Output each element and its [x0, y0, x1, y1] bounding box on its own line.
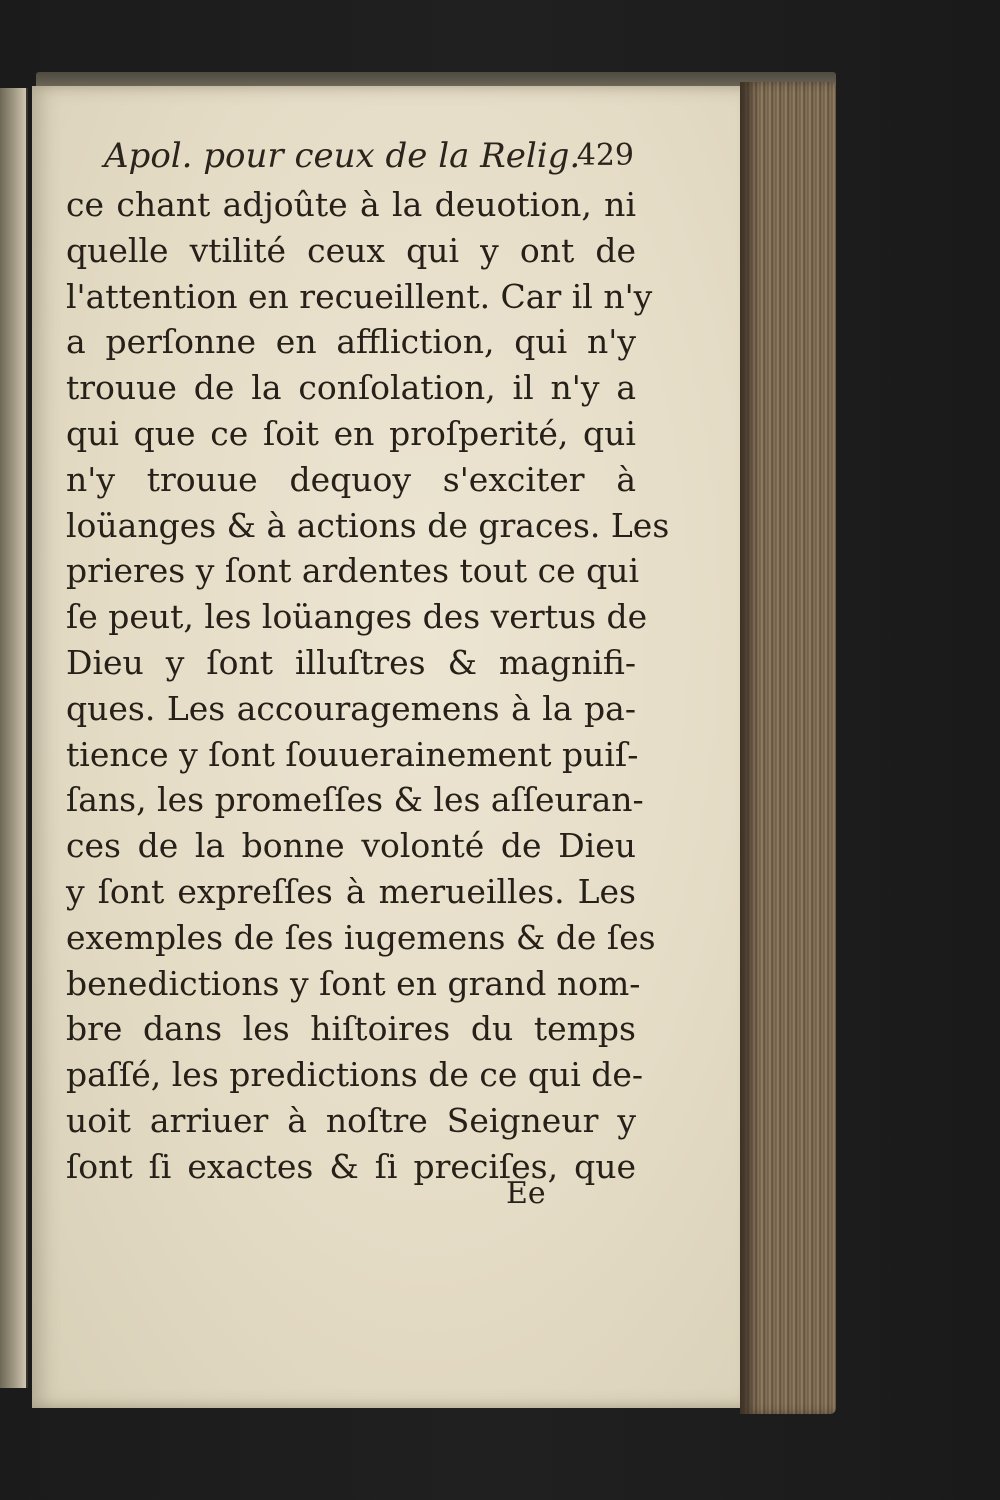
- text-line: benedictions y ſont en grand nom-: [66, 963, 641, 1003]
- text-line: exemples de ſes iugemens & de ſes: [66, 917, 656, 957]
- page-number: 429: [576, 138, 634, 173]
- left-page-edge: [0, 88, 28, 1388]
- text-line: qui que ce ſoit en proſperité, qui: [66, 413, 636, 453]
- text-line: prieres y ſont ardentes tout ce qui: [66, 551, 640, 591]
- text-line: ces de la bonne volonté de Dieu: [66, 826, 636, 866]
- running-title: Apol. pour ceux de la Relig.: [104, 136, 581, 176]
- text-line: quelle vtilité ceux qui y ont de: [66, 230, 636, 270]
- page-gutter-shadow: [740, 82, 758, 1414]
- text-line: Dieu y ſont illuſtres & magnifi-: [66, 642, 636, 682]
- text-line: tience y ſont ſouuerainement puiſ-: [66, 734, 639, 774]
- text-line: a perſonne en affliction, qui n'y: [66, 322, 636, 362]
- text-line: loüanges & à actions de graces. Les: [66, 505, 670, 545]
- text-line: uoit arriuer à noſtre Seigneur y: [66, 1100, 636, 1140]
- text-line: l'attention en recueillent. Car il n'y: [66, 276, 653, 316]
- catchword: Ee: [506, 1176, 546, 1211]
- text-line: ce chant adjoûte à la deuotion, ni: [66, 185, 636, 224]
- text-line: n'y trouue dequoy s'exciter à: [66, 459, 636, 499]
- text-line: bre dans les hiſtoires du temps: [66, 1009, 636, 1049]
- text-line: paſſé, les predictions de ce qui de-: [66, 1055, 644, 1095]
- text-line: trouue de la conſolation, il n'y a: [66, 368, 636, 408]
- text-line: ſont ſi exactes & ſi preciſes, que: [66, 1146, 636, 1186]
- text-line: ſe peut, les loüanges des vertus de: [66, 597, 648, 637]
- text-line: ques. Les accouragemens à la pa-: [66, 688, 636, 728]
- body-text: [66, 182, 670, 1190]
- text-line: y ſont expreſſes à merueilles. Les: [66, 871, 636, 911]
- text-line: ſans, les promeſſes & les aſſeuran-: [66, 780, 644, 820]
